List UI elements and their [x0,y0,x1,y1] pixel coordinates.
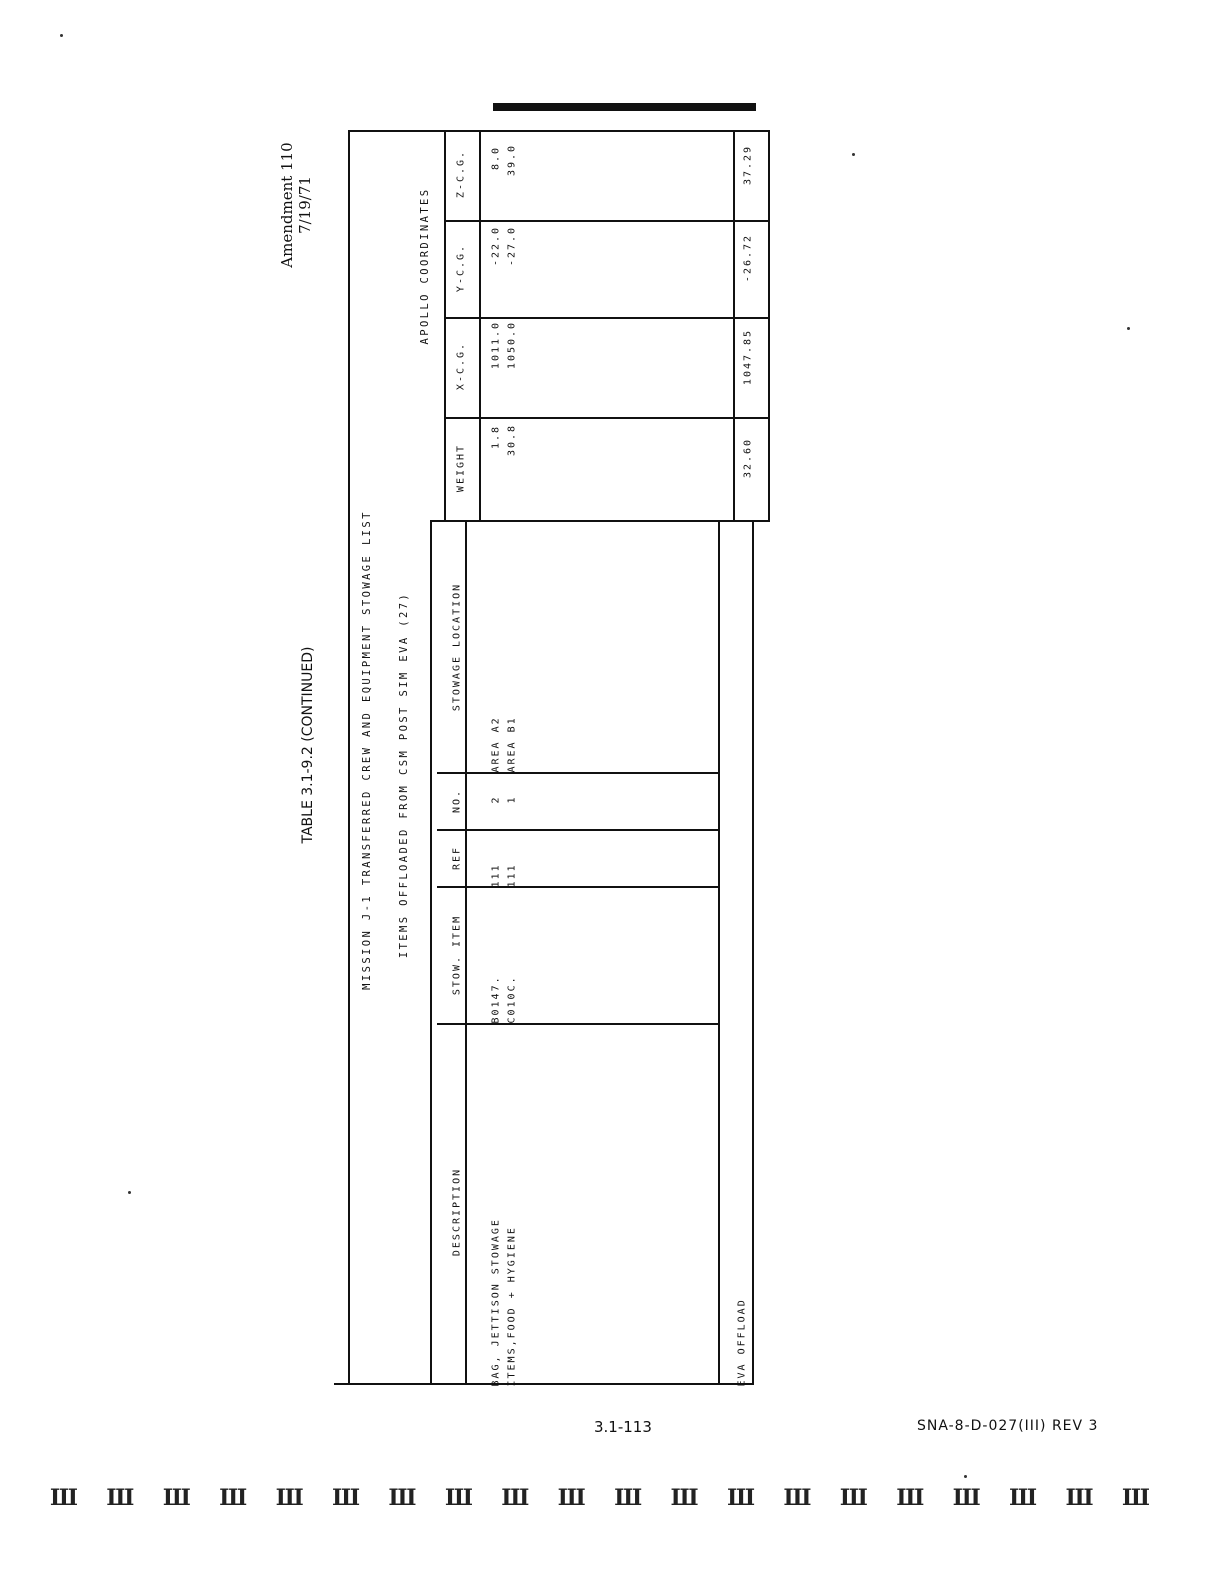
edge-mark: Ш [50,1485,78,1511]
title-separator [430,520,432,1385]
col-sep-item [437,886,720,888]
table-border-left [348,130,350,1383]
row2-zcg: 39.0 [506,143,518,177]
total-separator-right [733,130,735,522]
row1-no: 2 [490,795,502,804]
col-sep-ref [437,829,720,831]
step-line [432,520,770,522]
row2-ycg: -27.0 [506,225,518,267]
row2-weight: 30.8 [506,423,518,457]
edge-mark: Ш [783,1485,812,1511]
header-body-separator-right [479,130,481,522]
total-zcg: 37.29 [742,144,754,186]
row1-weight: 1.8 [490,424,502,450]
total-weight: 32.60 [742,437,754,479]
row2-location: AREA B1 [506,716,518,773]
amendment-date: 7/19/71 [296,176,314,234]
edge-mark: Ш [1122,1485,1150,1511]
col-sep-y [444,220,768,222]
row1-zcg: 8.0 [490,145,502,171]
edge-mark: Ш [896,1485,925,1511]
edge-mark: Ш [1009,1485,1038,1511]
scan-speck [60,34,63,37]
row2-description: ITEMS,FOOD + HYGIENE [506,1226,518,1387]
col-header-xcg: X-C.G. [455,341,467,391]
col-header-ycg: Y-C.G. [455,243,467,293]
edge-mark: Ш [952,1485,981,1511]
edge-mark: Ш [839,1485,868,1511]
scan-edge-marks [50,1485,1150,1515]
document-code: SNA-8-D-027(III) REV 3 [917,1418,1099,1434]
col-header-location: STOWAGE LOCATION [451,582,463,712]
table-caption: TABLE 3.1-9.2 (CONTINUED) [300,646,316,844]
edge-mark: Ш [501,1485,530,1511]
col-header-stow-item: STOW. ITEM [451,914,463,996]
total-ycg: -26.72 [742,233,754,283]
row1-description: BAG, JETTISON STOWAGE [490,1218,502,1387]
row2-no: 1 [506,795,518,804]
row2-xcg: 1050.0 [506,320,518,370]
edge-mark: Ш [106,1485,135,1511]
scan-speck [852,153,855,156]
edge-mark: Ш [444,1485,473,1511]
edge-mark: Ш [219,1485,248,1511]
table-border-right [768,130,770,522]
row1-location: AREA A2 [490,716,502,773]
col-header-description: DESCRIPTION [451,1167,463,1257]
page-number: 3.1-113 [594,1418,652,1436]
row2-ref: 111 [506,863,518,888]
edge-mark: Ш [557,1485,586,1511]
scan-speck [1127,327,1130,330]
row1-ref: 111 [490,863,502,888]
row1-ycg: -22.0 [490,225,502,267]
scan-speck [964,1475,967,1478]
edge-mark: Ш [332,1485,361,1511]
row1-stow-item: B0147. [490,975,502,1024]
table-border-top [348,130,770,132]
col-header-ref: REF [451,845,463,871]
col-header-weight: WEIGHT [455,443,467,493]
coord-separator [444,130,446,522]
total-separator [718,520,720,1385]
col-sep-desc [437,1023,720,1025]
total-xcg: 1047.85 [742,328,754,386]
table-subtitle: ITEMS OFFLOADED FROM CSM POST SIM EVA (27) [398,591,410,959]
edge-mark: Ш [1065,1485,1094,1511]
total-label: EVA OFFLOAD [736,1298,748,1387]
scan-speck [128,1191,131,1194]
table-border-right-lower [752,520,754,1385]
edge-mark: Ш [162,1485,191,1511]
col-sep-no [437,772,720,774]
col-sep-weight [444,417,768,419]
col-header-no: NO. [451,788,463,814]
edge-mark: Ш [670,1485,699,1511]
col-header-zcg: Z-C.G. [455,149,467,199]
table-border-bottom [334,1383,754,1385]
edge-mark: Ш [614,1485,643,1511]
col-sep-x [444,317,768,319]
table-title: MISSION J-1 TRANSFERRED CREW AND EQUIPMENT STOWAGE LIST [361,510,373,990]
amendment-block [278,125,318,285]
top-black-bar [493,103,756,111]
edge-mark: Ш [275,1485,304,1511]
amendment-label: Amendment 110 [278,142,296,268]
header-body-separator [465,520,467,1385]
row1-xcg: 1011.0 [490,320,502,370]
group-heading: APOLLO COORDINATES [419,187,431,345]
edge-mark: Ш [388,1485,417,1511]
edge-mark: Ш [727,1485,755,1511]
row2-stow-item: C010C. [506,975,518,1024]
